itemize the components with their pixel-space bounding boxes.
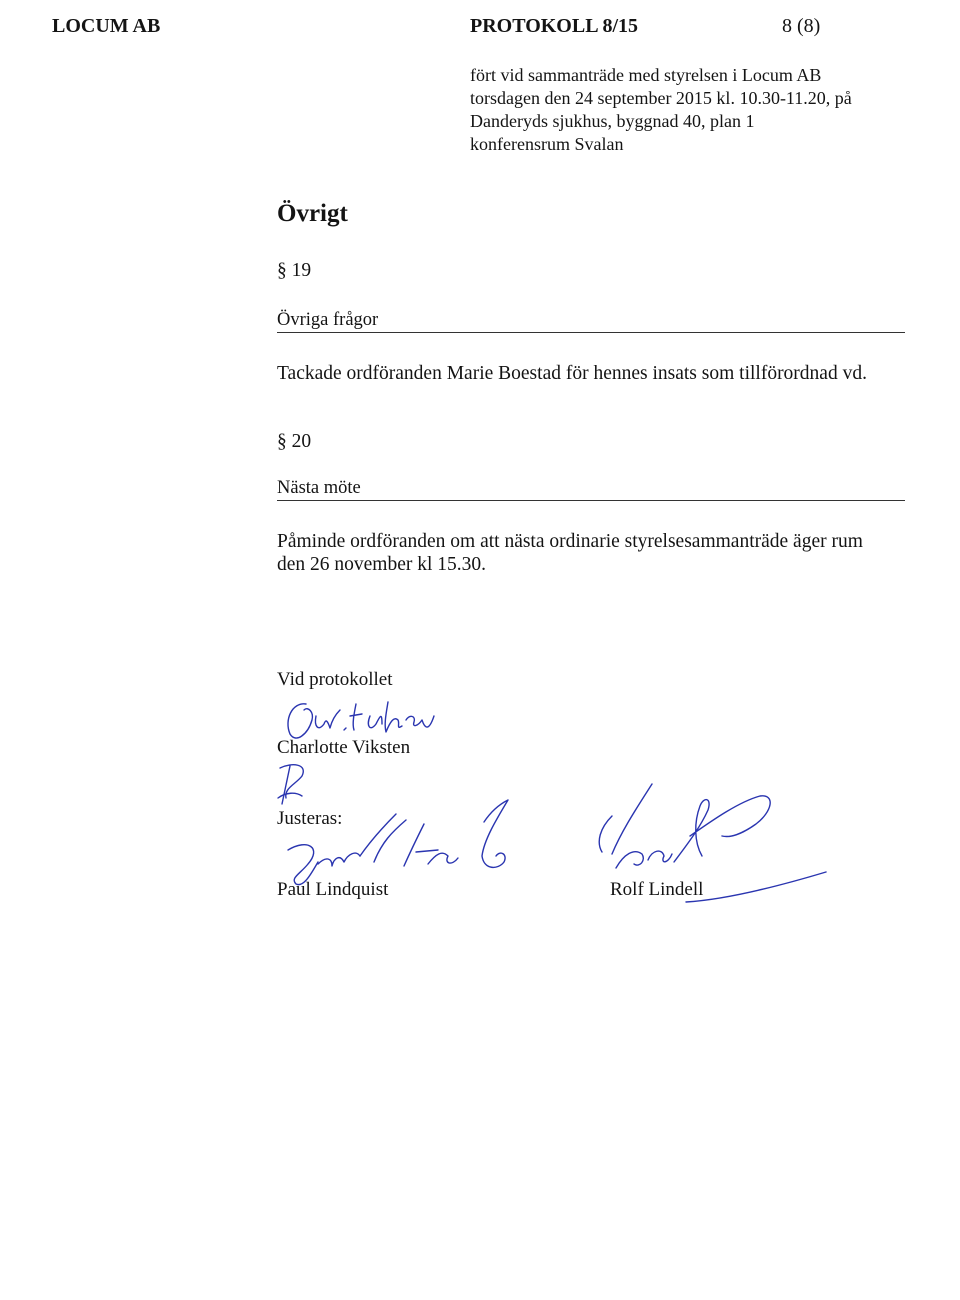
adjuster1-name: Paul Lindquist: [277, 879, 389, 900]
protocol-label: Vid protokollet: [277, 669, 393, 690]
section-heading: Övrigt: [277, 200, 348, 227]
company-name: LOCUM AB: [52, 15, 161, 37]
paragraph-number: § 20: [277, 431, 312, 452]
adjusters-label: Justeras:: [277, 808, 343, 829]
meeting-info-line-3: Danderyds sjukhus, byggnad 40, plan 1: [470, 111, 755, 131]
meeting-info-line-1: fört vid sammanträde med styrelsen i Locum AB: [470, 65, 822, 85]
paragraph-text-line-2: den 26 november kl 15.30.: [277, 554, 487, 575]
meeting-info-line-4: konferensrum Svalan: [470, 134, 624, 154]
paragraph-number: § 19: [277, 260, 312, 281]
document-title: PROTOKOLL 8/15: [470, 15, 638, 37]
page-number: 8 (8): [782, 15, 821, 37]
secretary-name: Charlotte Viksten: [277, 737, 411, 758]
paragraph-subject: Nästa möte: [277, 478, 905, 501]
paragraph-text-line-1: Påminde ordföranden om att nästa ordinarie styrelsesammanträde äger rum: [277, 531, 863, 552]
paragraph-subject: Övriga frågor: [277, 310, 905, 333]
paragraph-text: Tackade ordföranden Marie Boestad för hennes insats som tillförordnad vd.: [277, 363, 867, 384]
adjuster2-name: Rolf Lindell: [610, 879, 704, 900]
meeting-info-line-2: torsdagen den 24 september 2015 kl. 10.30-11.20, på: [470, 88, 852, 108]
